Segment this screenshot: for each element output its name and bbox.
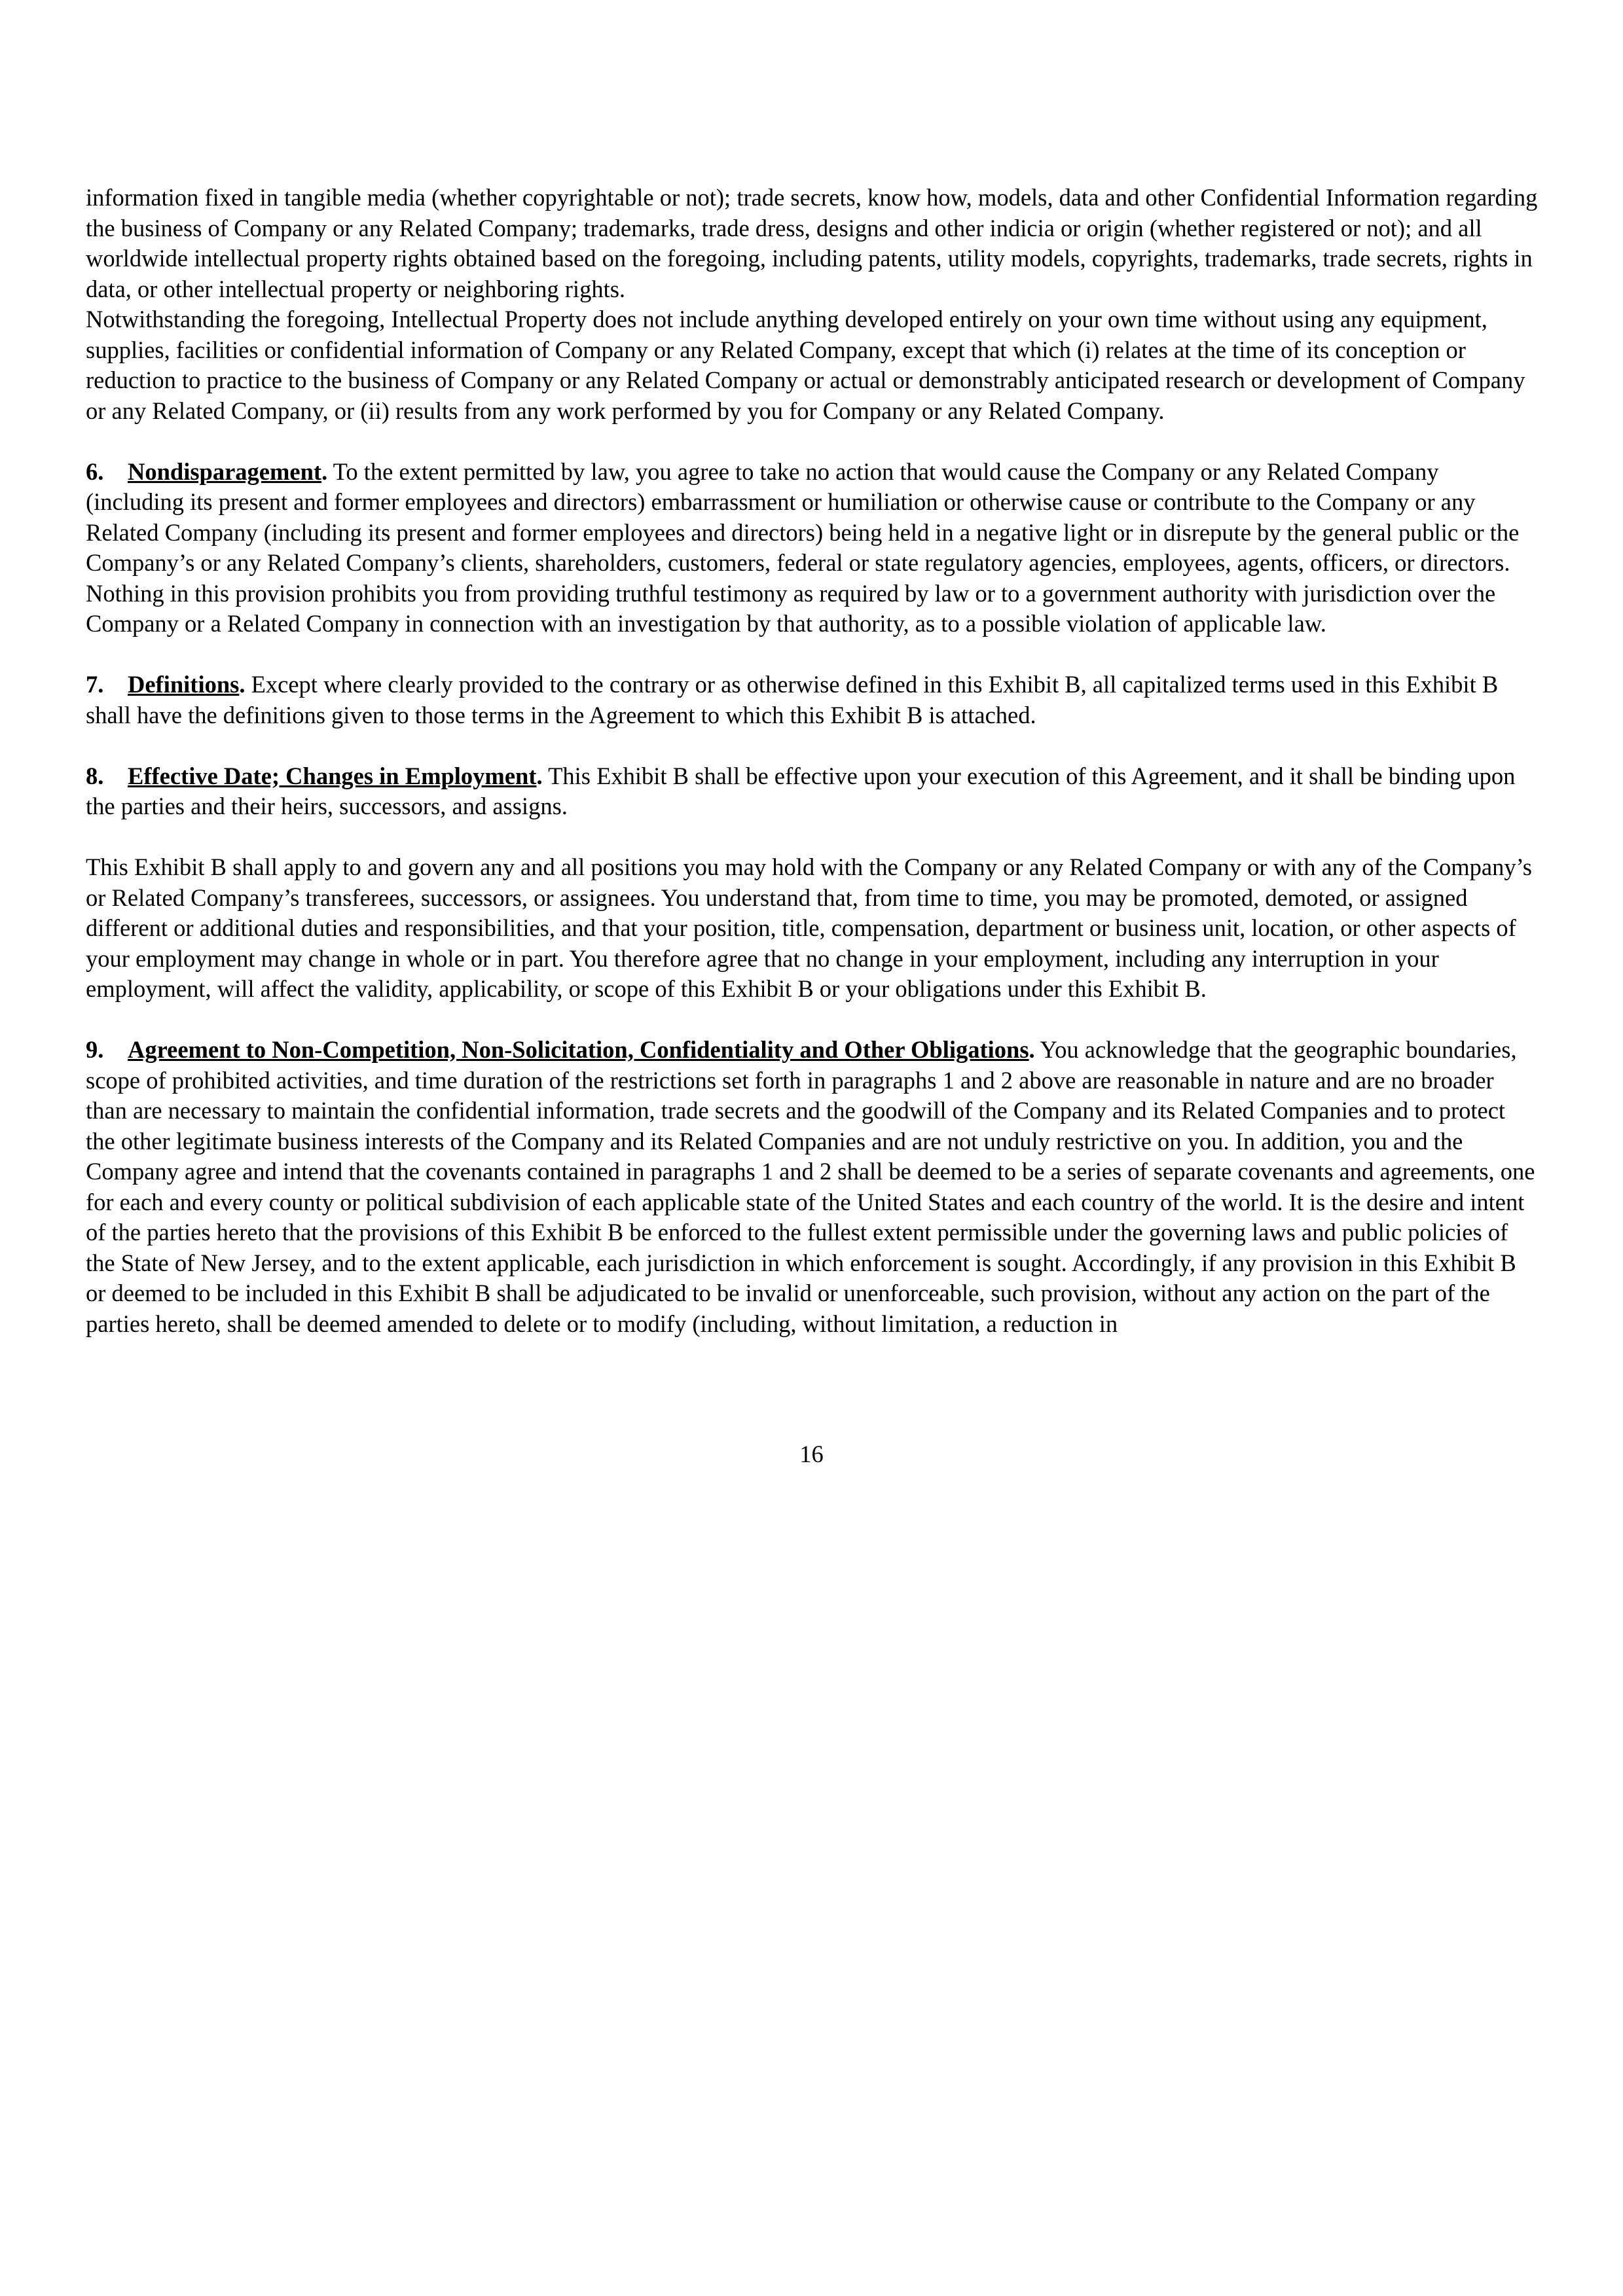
section-heading-punct: .	[536, 762, 543, 789]
section-body: This Exhibit B shall be effective upon your execution of this Agreement, and it shall be binding upon the parties and their heirs, successors, and assigns.	[86, 762, 1516, 819]
section-6-nondisparagement	[86, 457, 1540, 639]
section-heading: Effective Date; Changes in Employment	[128, 762, 537, 789]
section-heading: Nondisparagement	[128, 457, 322, 485]
section-7-definitions	[86, 670, 1540, 730]
document-body	[86, 183, 1540, 1339]
section-number: 8.	[86, 762, 104, 789]
section-8-continued-paragraph: This Exhibit B shall apply to and govern any and all positions you may hold with the Company or any Related Company or with any of the Company’s or Related Company’s transferees, successors, or assignees. You understand that, from time to time, you may be promoted, demoted, or assigned different or additional duties and responsibilities, and that your position, title, compensation, department or business unit, location, or other aspects of your employment may change in whole or in part. You therefore agree that no change in your employment, including any interruption in your employment, will affect the validity, applicability, or scope of this Exhibit B or your obligations under this Exhibit B.	[86, 853, 1532, 1002]
section-heading: Definitions	[128, 671, 240, 698]
section-8-effective-date	[86, 761, 1540, 822]
section-number: 6.	[86, 457, 104, 485]
ip-exclusion-paragraph: Notwithstanding the foregoing, Intellectual Property does not include anything developed entirely on your own time without using any equipment, supplies, facilities or confidential information of Company or any Related Company, except that which (i) relates at the time of its conception or reduction to practice to the business of Company or any Related Company or actual or demonstrably anticipated research or development of Company or any Related Company, or (ii) results from any work performed by you for Company or any Related Company.	[86, 306, 1525, 424]
section-heading: Agreement to Non-Competition, Non-Solicitation, Confidentiality and Other Obligations	[128, 1036, 1029, 1063]
section-body: Except where clearly provided to the contrary or as otherwise defined in this Exhibit B, all capitalized terms used in this Exhibit B shall have the definitions given to those terms in the Agreement to which this Exhibit B is attached.	[86, 671, 1499, 728]
section-body: You acknowledge that the geographic boundaries, scope of prohibited activities, and time duration of the restrictions set forth in paragraphs 1 and 2 above are reasonable in nature and are no broader than are necessary to maintain the confidential information, trade secrets and the goodwill of the Company and its Related Companies and to protect the other legitimate business interests of the Company and its Related Companies and are not unduly restrictive on you. In addition, you and the Company agree and intend that the covenants contained in paragraphs 1 and 2 shall be deemed to be a series of separate covenants and agreements, one for each and every county or political subdivision of each applicable state of the United States and each country of the world. It is the desire and intent of the parties hereto that the provisions of this Exhibit B be enforced to the fullest extent permissible under the governing laws and public policies of the State of New Jersey, and to the extent applicable, each jurisdiction in which enforcement is sought. Accordingly, if any provision in this Exhibit B or deemed to be included in this Exhibit B shall be adjudicated to be invalid or unenforceable, such provision, without any action on the part of the parties hereto, shall be deemed amended to delete or to modify (including, without limitation, a reduction in	[86, 1036, 1535, 1337]
section-9-non-competition	[86, 1035, 1540, 1339]
page-number: 16	[799, 1441, 824, 1467]
section-number: 9.	[86, 1036, 104, 1063]
ip-definition-continued-paragraph: information fixed in tangible media (whether copyrightable or not); trade secrets, know how, models, data and other Confidential Information regarding the business of Company or any Related Company; trademarks, trade dress, designs and other indicia or origin (whether registered or not); and all worldwide intellectual property rights obtained based on the foregoing, including patents, utility models, copyrights, trademarks, trade secrets, rights in data, or other intellectual property or neighboring rights.	[86, 184, 1538, 302]
section-heading-punct: .	[1029, 1036, 1035, 1063]
section-body: To the extent permitted by law, you agree to take no action that would cause the Company or any Related Company (including its present and former employees and directors) embarrassment or humiliation or otherwise cause or contribute to the Company or any Related Company (including its present and former employees and directors) being held in a negative light or in disrepute by the general public or the Company’s or any Related Company’s clients, shareholders, customers, federal or state regulatory agencies, employees, agents, officers, or directors. Nothing in this provision prohibits you from providing truthful testimony as required by law or to a government authority with jurisdiction over the Company or a Related Company in connection with an investigation by that authority, as to a possible violation of applicable law.	[86, 457, 1520, 637]
section-heading-punct: .	[321, 457, 328, 485]
section-heading-punct: .	[239, 671, 246, 698]
section-number: 7.	[86, 671, 104, 698]
